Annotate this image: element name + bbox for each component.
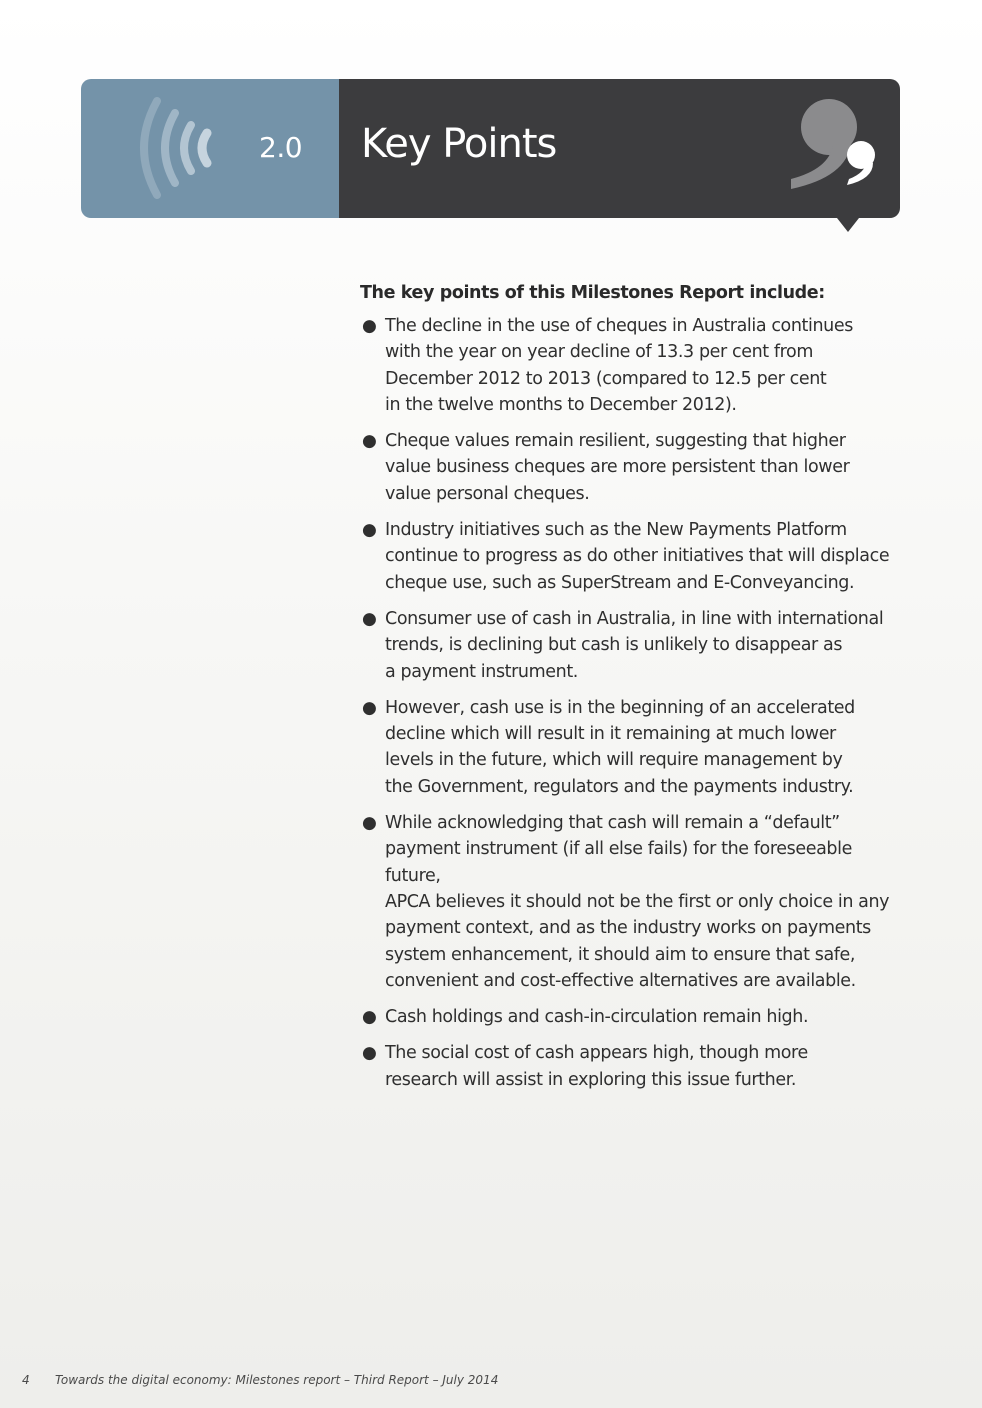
list-item-text: The decline in the use of cheques in Australia continues with the year on year decline of 13.3 per cent from December 2012 to 2013 (compared to 12.5 per cent in the twelve months to December 2012). — [385, 316, 853, 415]
section-header-banner — [81, 79, 900, 218]
section-number: 2.0 — [259, 131, 303, 164]
bullet-icon: ● — [362, 813, 377, 834]
banner-speech-tail — [837, 218, 859, 232]
bullet-icon: ● — [362, 608, 377, 629]
list-item-text: However, cash use is in the beginning of an accelerated decline which will result in it remaining at much lower levels in the future, which will require management by the Government, regulators and the payments industry. — [385, 697, 855, 797]
list-item-text: Industry initiatives such as the New Payments Platform continue to progress as do other initiatives that will displace cheque use, such as SuperStream and E-Conveyancing. — [385, 520, 890, 593]
page-number: 4 — [22, 1373, 30, 1387]
key-points-content — [360, 283, 910, 1103]
list-item — [360, 1040, 910, 1093]
banner-right-panel — [339, 79, 900, 218]
list-item — [360, 606, 910, 685]
section-title: Key Points — [361, 121, 557, 167]
bullet-icon: ● — [362, 431, 377, 452]
signal-waves-icon — [129, 93, 229, 203]
key-points-list — [360, 313, 910, 1093]
speech-quote-icon — [789, 93, 889, 203]
list-item — [360, 810, 910, 994]
list-item-text: Cash holdings and cash-in-circulation remain high. — [385, 1007, 809, 1028]
list-item — [360, 428, 910, 507]
page-footer — [22, 1373, 498, 1387]
bullet-icon: ● — [362, 1043, 377, 1064]
footer-text: Towards the digital economy: Milestones report – Third Report – July 2014 — [55, 1373, 499, 1387]
list-item — [360, 517, 910, 596]
banner-left-panel — [81, 79, 339, 218]
list-item — [360, 313, 910, 418]
list-item-text: Consumer use of cash in Australia, in line with international trends, is declining but cash is unlikely to disappear as a payment instrument. — [385, 608, 884, 682]
list-item — [360, 695, 910, 800]
list-item-text: The social cost of cash appears high, though more research will assist in exploring this issue further. — [385, 1043, 808, 1090]
list-item — [360, 1004, 910, 1030]
bullet-icon: ● — [362, 697, 377, 718]
bullet-icon: ● — [362, 520, 377, 541]
bullet-icon: ● — [362, 1007, 377, 1028]
bullet-icon: ● — [362, 316, 377, 336]
list-item-text: Cheque values remain resilient, suggesting that higher value business cheques are more persistent than lower value personal cheques. — [385, 431, 850, 504]
list-item-text: While acknowledging that cash will remain a “default” payment instrument (if all else fails) for the foreseeable future, APCA believes it should not be the first or only choice in any payment context, and as the industry works on payments system enhancement, it should aim to ensure that safe, convenient and cost-effective alternatives are available. — [385, 813, 890, 991]
key-points-intro: The key points of this Milestones Report include: — [360, 283, 825, 303]
